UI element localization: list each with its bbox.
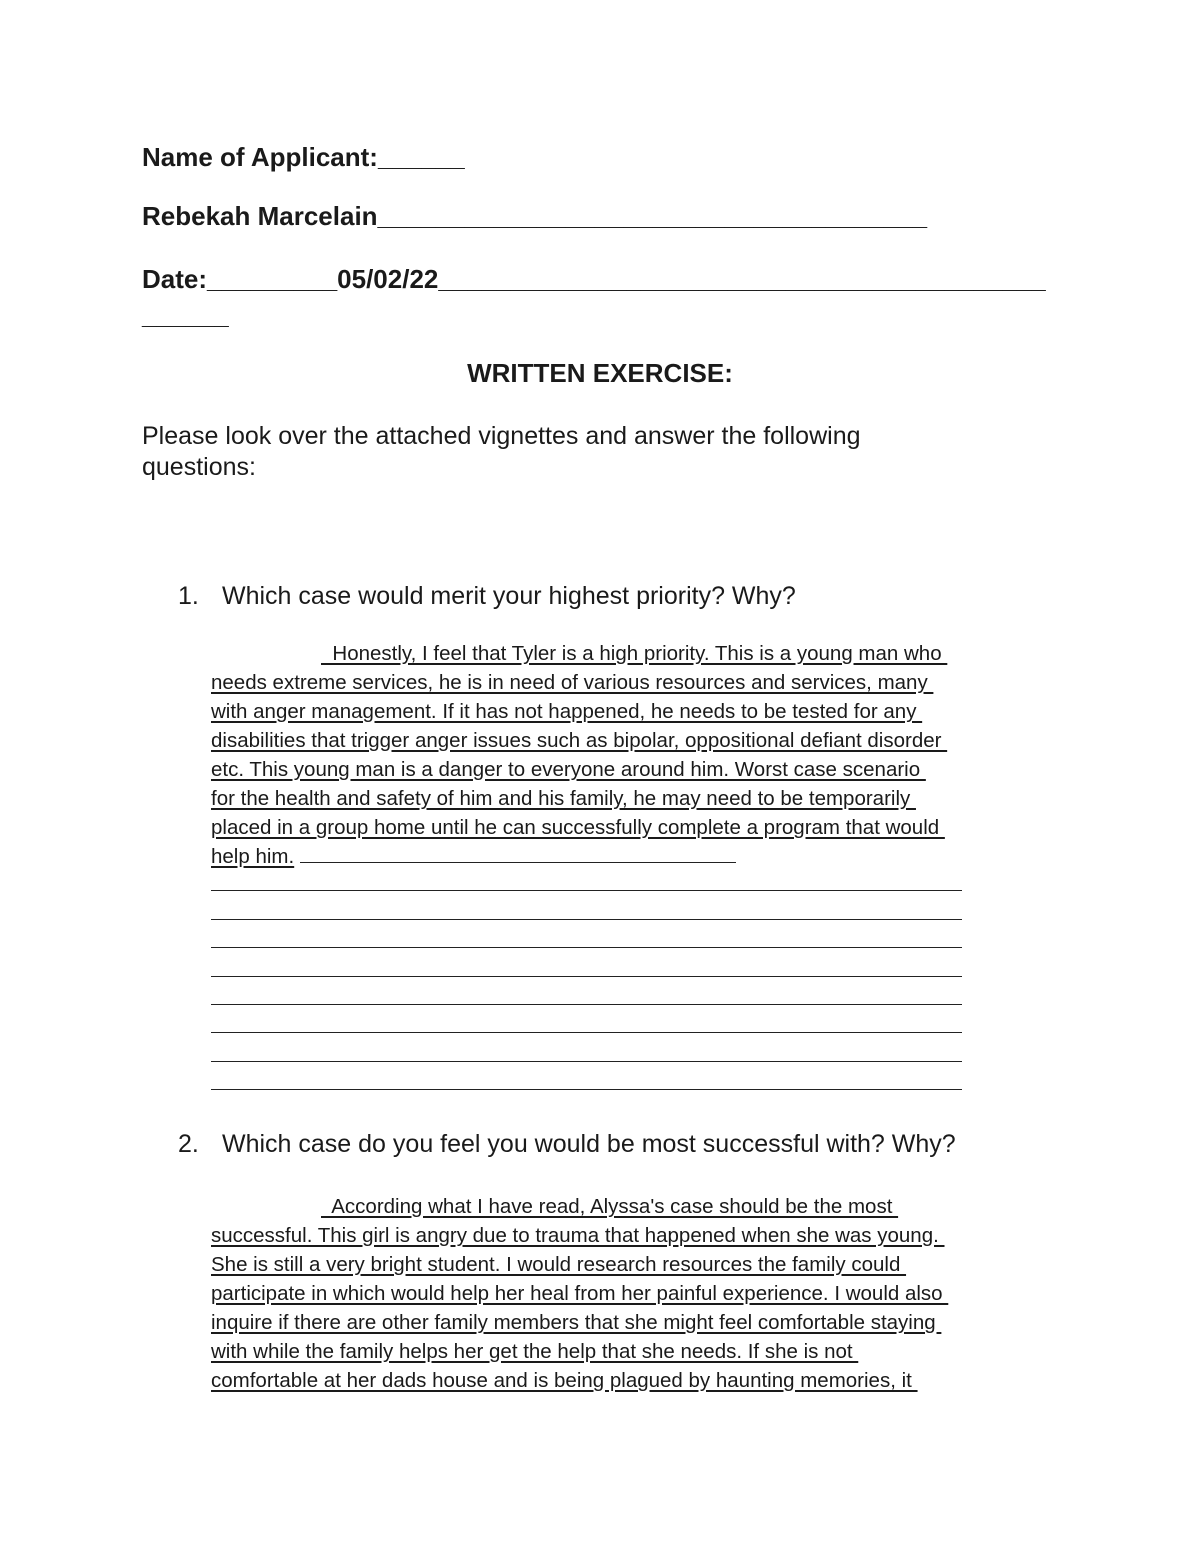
date-line: Date:_________05/02/22__________________________________________ [142,264,1046,294]
blank-line [211,1062,962,1090]
answer-line: participate in which would help her heal from her painful experience. I would also [211,1282,949,1305]
answer-line: Honestly, I feel that Tyler is a high priority. This is a young man who [321,642,948,665]
question-number: 2. [178,1130,199,1158]
answer-line: with while the family helps her get the help that she needs. If she is not [211,1340,859,1363]
question-2 [178,1129,956,1159]
blank-answer-lines [211,863,962,1090]
answer-line: inquire if there are other family members that she might feel comfortable staying [211,1311,942,1334]
blank-line [211,920,962,948]
answer-line: According what I have read, Alyssa's case should be the most [321,1195,899,1218]
answer-line: etc. This young man is a danger to everyone around him. Worst case scenario [211,758,926,781]
document-title: WRITTEN EXERCISE: [467,358,733,388]
blank-line [211,948,962,976]
question-number: 1. [178,582,199,610]
question-text: Which case do you feel you would be most successful with? Why? [222,1130,956,1158]
answer-line: with anger management. If it has not happened, he needs to be tested for any [211,700,923,723]
answer-line: needs extreme services, he is in need of various resources and services, many [211,671,934,694]
blank-line [211,1005,962,1033]
applicant-name-label: Name of Applicant:______ [142,142,465,172]
question-1 [178,581,796,611]
answer-line: help him. [211,845,295,868]
answer-line: comfortable at her dads house and is being plagued by haunting memories, it [211,1369,918,1392]
blank-line [211,891,962,919]
answer-1 [211,639,947,871]
applicant-name-value: Rebekah Marcelain______________________________________ [142,201,928,231]
answer-2 [211,1192,948,1395]
question-text: Which case would merit your highest priority? Why? [222,582,796,610]
blank-line [211,863,962,891]
blank-line [211,1033,962,1061]
answer-line: She is still a very bright student. I would research resources the family could [211,1253,907,1276]
answer-line: disabilities that trigger anger issues such as bipolar, oppositional defiant disorder [211,729,948,752]
answer-line: successful. This girl is angry due to trauma that happened when she was young. [211,1224,945,1247]
answer-line: placed in a group home until he can successfully complete a program that would [211,816,945,839]
instructions-text: Please look over the attached vignettes and answer the following questions: [142,422,861,481]
blank-line [211,977,962,1005]
answer-line: for the health and safety of him and his family, he may need to be temporarily [211,787,916,810]
date-line-overflow: ______ [142,300,229,330]
